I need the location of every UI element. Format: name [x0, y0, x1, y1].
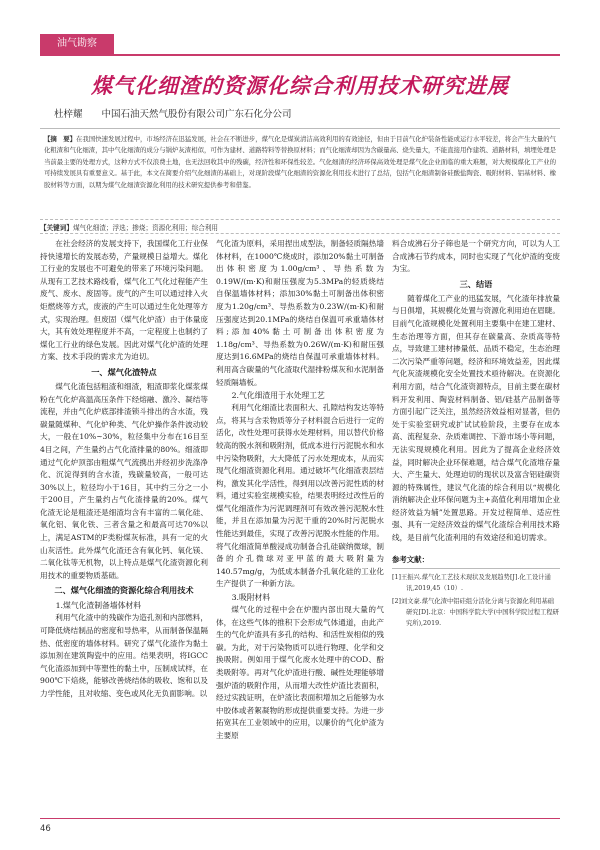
section-tag: 油气勘察: [40, 34, 114, 54]
paragraph: 气化渣为原料，采用捏出成型法，制备轻质隔热墙体材料，在1000℃烧成时，添加20%黏土可制备出体积密度为1.00g/cm³、导热系数为0.19W/(m·K)和耐压强度为5.3MPa的轻质烧结自保温墙体材料；添加30%黏土可制备出体积密度为1.20g/cm³、导热系数为0.23W/(m·K)和耐压强度达到20.1MPa的烧结自保温可承重墙体材料;添加40%黏土可制备出体积密度为1.18g/cm³、导热系数为0.26W/(m·K)和耐压强度达到16.6MPa的烧结自保温可承重墙体材料。利用高含碳量的气化渣取代湿排粉煤灰和水泥制备轻质隔墙板。: [216, 239, 384, 387]
paragraph: 在社会经济的发展支持下，我国煤化工行业保持快速增长的发展态势，产量规模日益增大。煤化工行业的发展也不可避免的带来了环境污染问题。从现有工艺技术路线看，煤气化工气化过程能产生废气、废水、废固等。废气的产生可以通过排入火炬燃烧等方式，废液的产生可以通过生化处理等方式，实现治理。但废固（煤气化炉渣）由于体量庞大，其有效处理程度并不高，一定程度上也制约了煤化工行业的绿色发展。因此对煤气化炉渣的处理方案、技术手段的需求尤为迫切。: [40, 239, 208, 362]
section-heading: 三、结语: [459, 278, 493, 289]
subsection-heading: 1.煤气化渣制备墙体材料: [55, 601, 142, 611]
header-rule: [40, 54, 560, 56]
paragraph: 煤气化的过程中会在炉膛内部出现大量的气体，在这些气体的推积下会形成气体通道，由此产生的气化炉渣具有多孔的结构、和活性炭相似的残碳。为此，对于污染物质可以进行物理、化学和交换吸附。例如用于煤气化废水处理中的COD、酚类吸附等。再对气化炉渣进行酸、碱性处理能够增强炉渣的吸附作用，从而增大改性炉渣比表面积，经过实践证明，在炉渣比表面积增加之后能够为水中胶体或者絮凝物的形成提供重要支持。为进一步拓宽其在工业领域中的应用，以廉价的气化炉渣为主要原: [216, 605, 384, 740]
column-1: [40, 238, 208, 816]
subsection-heading: 3.吸附材料: [231, 593, 271, 603]
section-heading: 二、煤气化细渣的资源化综合利用技术: [54, 585, 194, 596]
paragraph: 利用气化渣中的残碳作为造孔剂和内部燃料，可降低烧结制品的密度和导热率，从而制备保温隔热、低密度的墙体材料。研究了煤气化渣作为黏土添加剂在建筑陶瓷中的应用。结果表明，将IGCC气化渣添加到中等塑性的黏土中，压制成试样，在900℃下焙烧，能够改善烧结体的吸收、饱和以及力学性能，且对收缩、变色或风化无负面影响。以: [40, 613, 208, 698]
abstract-label: 【摘 要】: [44, 135, 77, 143]
keywords: [40, 222, 560, 234]
paragraph: 料合成沸石分子筛也是一个研究方向，可以为人工合成沸石节约成本，同时也实现了气化炉渣的变废为宝。: [392, 239, 560, 274]
page-number: 46: [40, 824, 51, 834]
section-heading: 一、煤气化渣特点: [91, 366, 157, 377]
column-3: [392, 238, 560, 816]
article-title: 煤气化细渣的资源化综合利用技术研究进展: [91, 74, 509, 98]
author-line: [54, 108, 292, 122]
keywords-label: 【关键词】: [40, 224, 73, 232]
paragraph: 煤气化渣包括粗渣和细渣，粗渣即浆化煤浆煤粉在气化炉高温高压条件下经熔融、激冷、凝结等流程，并由气化炉底部排渣锁斗排出的含水渣，残碳量随煤种、气化炉种类、气化炉操作条件波动较大，一般在10%~30%，粒径集中分布在16目至4目之间，产生量约占气化渣排量的80%。细渣即通过气化炉顶部由粗煤气气流携出并经初步洗涤净化、沉淀得到的含水渣，残碳量较高，一般可达30%以上，粒径均小于16目，其中约三分之一小于200目，产生量约占气化渣排量的20%。煤气化渣无论是粗渣还是细渣均含有丰富的二氧化硅、氧化铝、氧化铁、三者含量之和最高可达70%以上，满足ASTM的F类粉煤灰标准，具有一定的火山灰活性。此外煤气化渣还含有氧化钙、氧化镁、二氧化钛等无机物，以上特点是煤气化渣资源化利用技术的重要物质基础。: [40, 381, 208, 580]
abstract: [40, 128, 560, 220]
paragraph: 随着煤化工产业的迅猛发展，气化渣年排放量与日俱增，其规模化处置与资源化利用迫在眉睫。目前气化渣规模化处置利用主要集中在建工建材、生态治理等方面，但其存在碳量高、杂质高等特点，导致建工建材掺量低、品质不稳定，生态治理二次污染严重等问题，经济和环境效益差，因此煤气化灰渣规模化安全处置技术亟待解决。在资源化利用方面，结合气化渣资源特点，目前主要在碳材料开发利用、陶瓷材料制备、铝/硅基产品制备等方面引起广泛关注，虽然经济效益相对显著，但仍处于实验室研究或扩试试验阶段，主要存在成本高、流程复杂、杂质难调控、下游市场小等问题，无法实现规模化利用。因此为了提高企业经济效益，同时解决企业环保难题，结合煤气化渣堆存量大、产生量大、处理迫切的现状以及富含铝硅碳资源的特殊属性，建议气化渣的综合利用以“规模化消纳解决企业环保问题为主+高值化利用增加企业经济效益为辅”处置思路。开发过程简单、适应性强、具有一定经济效益的煤气化渣综合利用技术路线，是目前气化渣利用的有效途径和追切需求。: [392, 293, 560, 543]
abstract-text: 在我国快速发展过程中，市场经济在迅猛发展，社会在不断进步，煤气化是煤炭清洁高效利用的有效途径，但由于目前气化炉装备性能或运行水平较差，将会产生大量的气化粗渣和气化细渣，其中气化细渣的成分与锅炉灰渣相似，可作为建材、道路特料等替换原材料；而气化细渣却因为含碳量高、烧失量大，不能直接用作建筑、道路材料，填埋处理是当前最主要的处理方式，这种方式不仅浪费土地，也无法回收其中的残碳，经济性和环保性较差。气化细渣的经济环保高效处理是煤气化企业面临的重大难题，对大规模煤化工产业的可持续发展具有重要意义。基于此，本文在简要介绍气化细渣的基础上，对现阶段煤气化细渣的资源化利用技术进行了总结，包括气化细渣制备硅酸盐陶瓷、吸附材料、铝基材料、橡胶材料等方面，以期为煤气化细渣资源化利用的技术研究提供参考和借鉴。: [44, 135, 557, 189]
footer-rule: [40, 818, 560, 819]
references-title: 参考文献：: [392, 554, 429, 564]
reference-item: [2]刘文豪.煤气化渣中铝硅组分活化分离与资源化利用基础研究[D].北京：中国科学院大学(中国科学院过程工程研究所),2019.: [392, 597, 559, 627]
references-rule: [392, 568, 560, 569]
reference-item: [1]王振兴.煤气化工艺技术现状及发展趋势[J].化工设计通讯,2019,45（10）.: [392, 573, 551, 592]
subsection-heading: 2.气化细渣用于水处理工艺: [231, 391, 325, 401]
paragraph: 利用气化细渣比表面积大、孔隙结构发达等特点，将其与含汞物质等分子材料混合后进行一定的活化，改性处理可获得水处理材料，用以替代价格较高的脱水剂和吸附剂，低成本进行污泥脱水和水中污染物吸附，大大降低了污水处理成本，从而实现气化细渣资源化利用。通过破坏气化细渣表层结构，激发其化学活性，得到用以改善污泥性质的材料，通过实验室规模实验，结果表明经过改性后的煤气化细渣作为污泥调理剂可有效改善污泥脱水性能，并且在添加量为污泥干重的20%时污泥脱水性能达到最佳，实现了改善污泥脱水性能的作用。将气化细渣简单酸浸成功制备合孔硅碳纳微球，制备的介孔微球对亚甲蓝的最大吸附量为140.57mg/g，为低成本制备介孔氧化硅的工业化生产提供了一种新方法。: [216, 403, 384, 589]
author-name: 杜梓耀: [54, 109, 83, 120]
keywords-text: 煤气化细渣；浮选；掺烧；资源化利用；综合利用: [72, 224, 219, 232]
author-affiliation: 中国石油天然气股份有限公司广东石化分公司: [101, 109, 292, 120]
column-2: [216, 238, 384, 816]
